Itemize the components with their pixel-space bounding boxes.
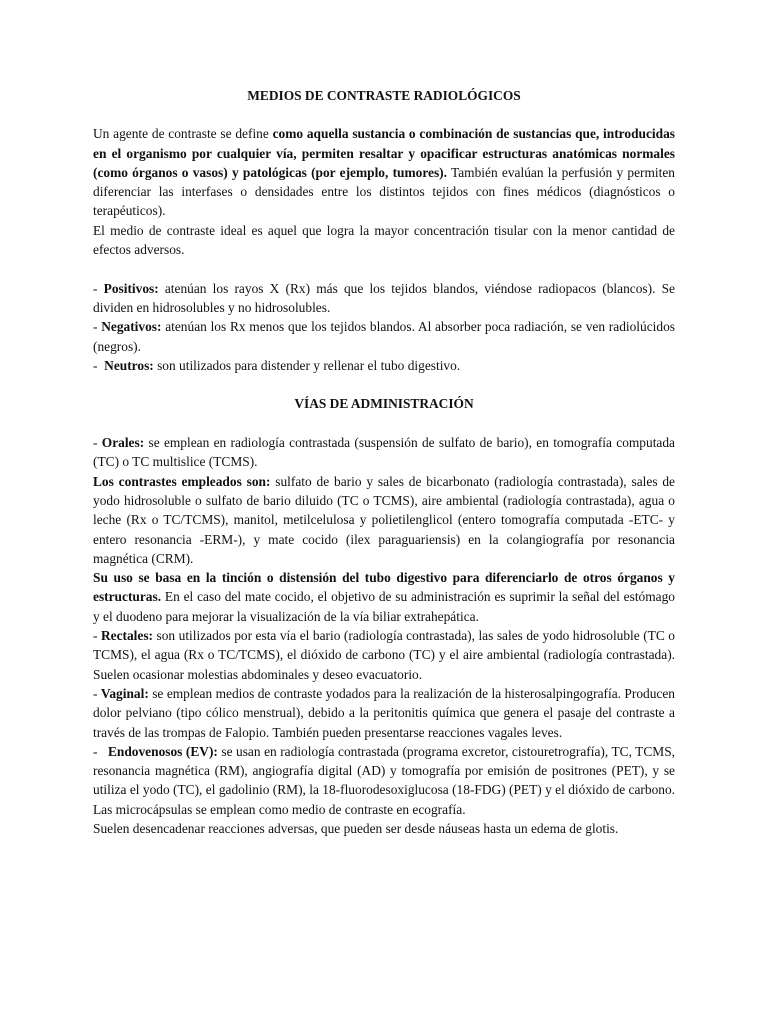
type-text-neutros: son utilizados para distender y rellenar el tubo digestivo. [153, 357, 461, 373]
type-label-neutros: Neutros: [104, 357, 154, 373]
route-endovenosos [93, 742, 679, 819]
route-text-vaginal: se emplean medios de contraste yodados para la realización de la histerosalpingografía. Producen dolor pelviano (tipo cólico menstrual), debido a la peritonitis química que genera el pasaje del contraste a través de las trompas de Falopio. También pueden presentarse reacciones vagales leves. [93, 685, 675, 740]
adverse-reactions-paragraph: Suelen desencadenar reacciones adversas, que pueden ser desde náuseas hasta un edema de glotis. [93, 820, 619, 836]
route-text-endovenosos: se usan en radiología contrastada (programa excretor, cistouretrografía), TC, TCMS, resonancia magnética (RM), angiografía digital (AD) y tomografía por emisión de positrones (PET), y se utiliza el yodo (TC), el gadolinio (RM), la 18-fluorodesoxiglucosa (18-FDG) (PET) y el dióxido de carbono. Las microcápsulas se emplean como medio de contraste en ecografía. [93, 743, 679, 817]
contrastes-empleados-text: sulfato de bario y sales de bicarbonato (radiología contrastada), sales de yodo hidrosoluble o sulfato de bario diluido (TC o TCMS), aire ambiental (radiología contrastada), agua o leche (Rx o TC/TCMS), manitol, metilcelulosa y polietilenglicol (entero tomografía computada -ETC- y entero resonancia -ERM-), y mate cocido (ilex paraguariensis) en la colangiografía por resonancia magnética (CRM). [93, 473, 675, 566]
list-dash: - [93, 628, 101, 644]
intro-continuation-text: También evalúan la perfusión y permiten diferenciar las interfases o densidades entre los distintos tejidos con fines médicos (diagnósticos o terapéuticos). [93, 164, 675, 219]
list-dash: - [93, 319, 102, 335]
intro-ideal-paragraph: El medio de contraste ideal es aquel que logra la mayor concentración tisular con la menor cantidad de efectos adversos. [93, 222, 675, 258]
list-dash: - [93, 743, 108, 759]
list-dash: - [93, 435, 102, 451]
route-rectales [93, 626, 675, 684]
route-label-orales: Orales: [101, 435, 145, 451]
route-text-rectales: son utilizados por esta vía el bario (radiología contrastada), las sales de yodo hidrosoluble (TC o TCMS), el agua (Rx o TC/TCMS), el dióxido de carbono (TC) y el aire ambiental (radiología contrastada). Suelen ocasionar molestias abdominales y deseo evacuatorio. [93, 628, 675, 682]
route-label-endovenosos: Endovenosos (EV): [107, 743, 218, 759]
type-text-negativos: atenúan los Rx menos que los tejidos blandos. Al absorber poca radiación, se ven radiolúcidos (negros). [93, 319, 675, 354]
uso-bold-text: Su uso se basa en la tinción o distensión del tubo digestivo para diferenciarlo de otros órganos y estructuras. [93, 570, 675, 605]
type-label-negativos: Negativos: [101, 319, 162, 335]
intro-lead-text: Un agente de contraste se define [93, 126, 273, 142]
list-dash: - [93, 280, 104, 296]
type-positivos [93, 279, 675, 318]
route-orales [93, 433, 675, 472]
route-text-orales: se emplean en radiología contrastada (suspensión de sulfato de bario), en tomografía computada (TC) o TC multislice (TCMS). [93, 435, 676, 470]
uso-text: En el caso del mate cocido, el objetivo de su administración es suprimir la señal del estómago y el duodeno para mejorar la visualización de la vía biliar extrahepática. [93, 589, 675, 624]
contrastes-empleados-label: Los contrastes empleados son: [93, 473, 271, 489]
route-label-rectales: Rectales: [100, 628, 154, 644]
uso-paragraph [93, 568, 675, 626]
type-neutros [93, 356, 675, 375]
document-body [93, 86, 679, 838]
intro-definition-paragraph [93, 124, 675, 220]
type-text-positivos: atenúan los rayos X (Rx) más que los tejidos blandos, viéndose radiopacos (blancos). Se dividen en hidrosolubles y no hidrosolubles. [93, 280, 675, 315]
intro-definition-bold: como aquella sustancia o combinación de sustancias que, introducidas en el organismo por cualquier vía, permiten resaltar y opacificar estructuras anatómicas normales (como órganos o vasos) y patológicas (por ejemplo, tumores). [93, 126, 675, 180]
list-dash: - [93, 357, 105, 373]
list-dash: - [93, 685, 101, 701]
contrastes-empleados-paragraph [93, 472, 675, 568]
route-vaginal [93, 684, 675, 742]
type-label-positivos: Positivos: [103, 280, 159, 296]
route-label-vaginal: Vaginal: [100, 685, 149, 701]
section-title-vias: VÍAS DE ADMINISTRACIÓN [294, 396, 474, 412]
type-negativos [93, 317, 675, 356]
document-title: MEDIOS DE CONTRASTE RADIOLÓGICOS [247, 88, 521, 103]
